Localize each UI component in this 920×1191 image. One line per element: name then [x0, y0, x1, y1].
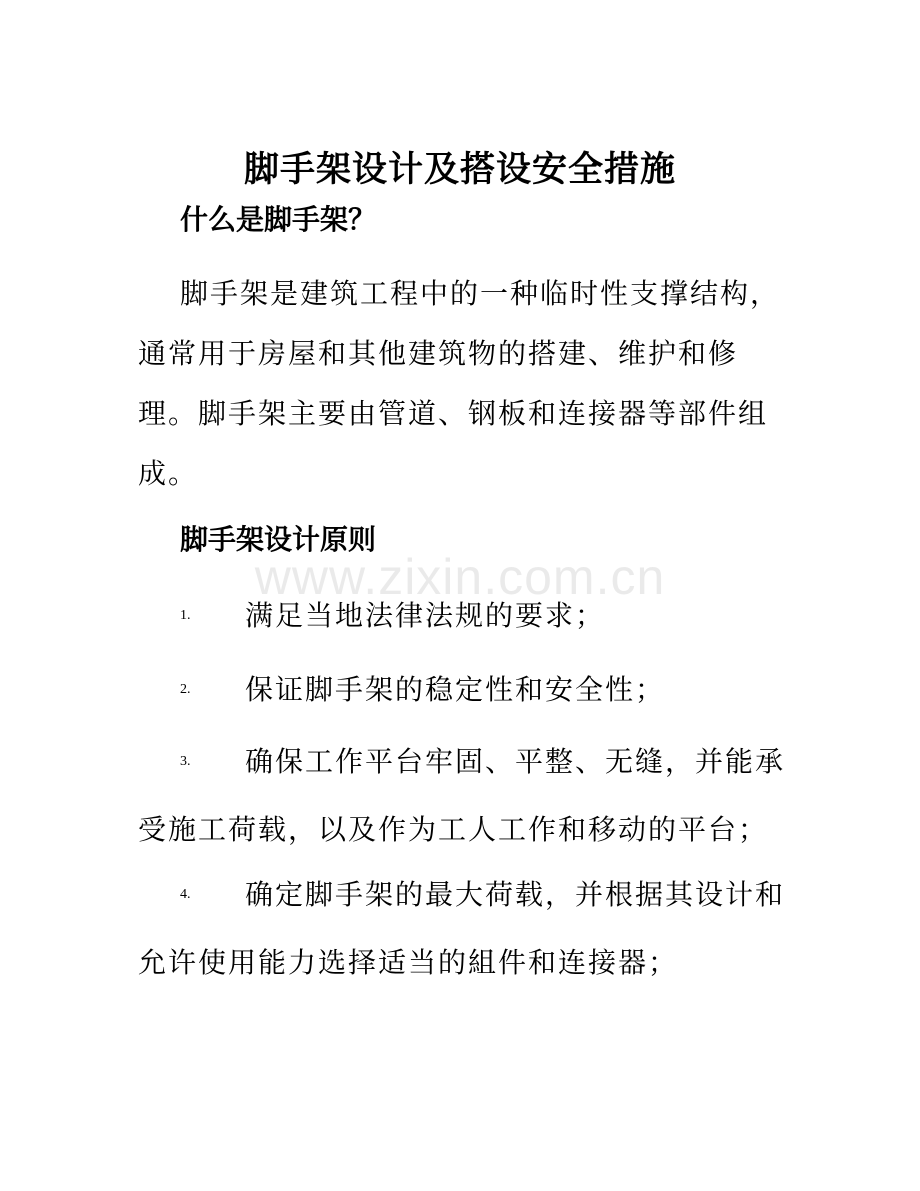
list-item: 4. 确定脚手架的最大荷载，并根据其设计和允许使用能力选择适当的組件和连接器；	[138, 878, 786, 979]
section-heading-design-principles: 脚手架设计原则	[180, 523, 377, 556]
list-item-text: 保证脚手架的稳定性和安全性；	[245, 673, 666, 706]
list-item-text: 满足当地法律法规的要求；	[245, 599, 606, 632]
document-title: 脚手架设计及搭设安全措施	[243, 149, 676, 190]
intro-paragraph: 脚手架是建筑工程中的一种临时性支撑结构，通常用于房屋和其他建筑物的搭建、维护和修理。脚手架主要由管道、钢板和连接器等部件组成。	[138, 277, 781, 490]
list-item: 2. 保证脚手架的稳定性和安全性；	[180, 673, 666, 706]
list-item-text: 确定脚手架的最大荷载，并根据其设计和允许使用能力选择适当的組件和连接器；	[138, 878, 786, 979]
watermark: www.zixin.com.cn	[254, 549, 666, 605]
list-item: 1. 满足当地法律法规的要求；	[180, 599, 606, 632]
list-item-text: 确保工作平台牢固、平整、无缝，并能承受施工荷载，以及作为工人工作和移动的平台；	[138, 745, 786, 846]
list-item: 3. 确保工作平台牢固、平整、无缝，并能承受施工荷载，以及作为工人工作和移动的平台；	[138, 745, 786, 846]
section-heading-what-is-scaffold: 什么是脚手架？	[180, 203, 377, 236]
